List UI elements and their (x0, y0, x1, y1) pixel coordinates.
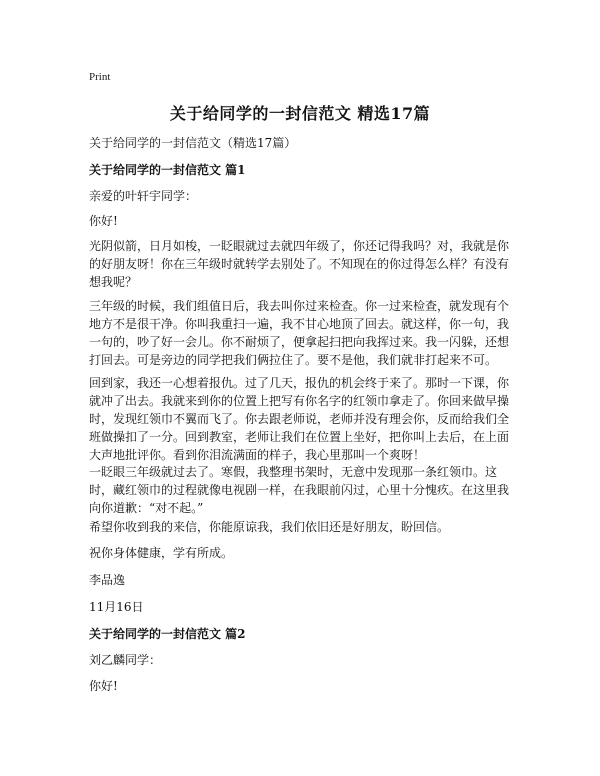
page-subtitle: 关于给同学的一封信范文（精选17篇） (89, 136, 297, 150)
paragraph-5: 希望你收到我的来信，你能原谅我，我们依旧还是好朋友，盼回信。 (89, 520, 450, 534)
paragraph-4: 一眨眼三年级就过去了。寒假，我整理书架时，无意中发现那一条红领巾。这时，藏红领巾的过程就像电视剧一样，在我眼前闪过，心里十分愧疚。在这里我向你道歉：“对不起。” (89, 465, 510, 515)
section-heading-1: 关于给同学的一封信范文 篇1 (89, 163, 246, 177)
date-1: 11月16日 (89, 600, 144, 614)
paragraph-1: 光阴似箭，日月如梭，一眨眼就过去就四年级了，你还记得我吗？对，我就是你的好朋友呀！你在三年级时就转学去别处了。不知现在的你过得怎么样？有没有想我呢？ (89, 239, 510, 289)
page-title: 关于给同学的一封信范文 精选17篇 (169, 104, 431, 123)
section-heading-2: 关于给同学的一封信范文 篇2 (89, 627, 246, 641)
paragraph-3: 回到家，我还一心想着报仇。过了几天，报仇的机会终于来了。那时一下课，你就冲了出去。我就来到你的位置上把写有你名字的红领巾拿走了。你回来做早操时，发现红领巾不翼而飞了。你去跟老师说，老师并没有理会你，反而给我们全班做操扣了一分。回到教室，老师让我们在位置上坐好，把你叫上去后，在上面大声地批评你。看到你泪流满面的样子，我心里那叫一个爽呀！ (89, 376, 510, 462)
paragraph-6: 祝你身体健康，学有所成。 (89, 546, 234, 560)
paragraph-2: 三年级的时候，我们组值日后，我去叫你过来检查。你一过来检查，就发现有个地方不是很干净。你叫我重扫一遍，我不甘心地顶了回去。就这样，你一句，我一句的，吵了好一会儿。你不耐烦了，便拿起扫把向我挥过来。我一闪躲，还想打回去。可是旁边的同学把我们俩拉住了。要不是他，我们就非打起来不可。 (89, 299, 510, 367)
greeting-2: 你好! (89, 679, 118, 693)
greeting-1: 你好! (89, 214, 118, 228)
salutation-1: 亲爱的叶轩宇同学： (89, 189, 198, 203)
print-link[interactable]: Print (89, 71, 111, 83)
signature-1: 李品逸 (89, 573, 126, 587)
salutation-2: 刘乙麟同学： (89, 653, 162, 667)
